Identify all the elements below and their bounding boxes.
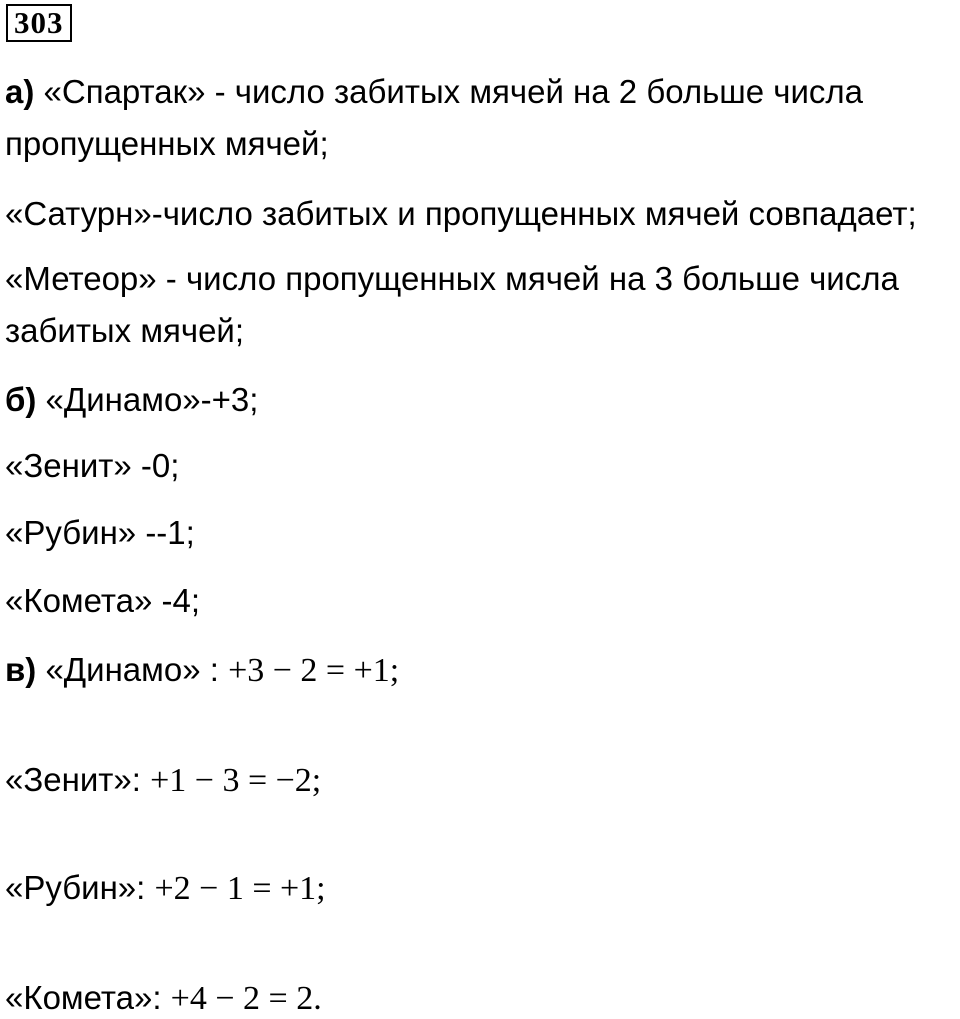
part-b-kometa: «Комета» -4;	[5, 582, 201, 619]
part-a-spartak-line1	[5, 72, 863, 112]
dinamo-label: «Динамо» :	[36, 651, 229, 688]
kometa-label: «Комета»:	[5, 979, 171, 1016]
part-a-saturn: «Сатурн»-число забитых и пропущенных мячей совпадает;	[5, 195, 917, 232]
part-c-rubin	[5, 868, 326, 909]
part-c-marker: в)	[5, 651, 37, 688]
dinamo-text: «Динамо»-+3;	[36, 381, 259, 418]
dinamo-expression: +3 − 2 = +1;	[228, 652, 400, 689]
kometa-expression: +4 − 2 = 2.	[170, 980, 322, 1017]
part-c-zenit	[5, 760, 321, 801]
zenit-label: «Зенит»:	[5, 761, 151, 798]
part-b-marker: б)	[5, 381, 37, 418]
part-a-spartak-line2: пропущенных мячей;	[5, 125, 329, 162]
part-a-meteor-line1: «Метеор» - число пропущенных мячей на 3 больше числа	[5, 260, 899, 297]
zenit-expression: +1 − 3 = −2;	[150, 762, 322, 799]
part-b-dinamo	[5, 380, 258, 420]
part-a-meteor-line2: забитых мячей;	[5, 312, 245, 349]
part-b-rubin: «Рубин» --1;	[5, 514, 195, 551]
rubin-label: «Рубин»:	[5, 869, 155, 906]
rubin-expression: +2 − 1 = +1;	[154, 870, 326, 907]
part-a-marker: а)	[5, 73, 35, 110]
spartak-text: «Спартак» - число забитых мячей на 2 больше числа	[34, 73, 864, 110]
task-number-box: 303	[6, 4, 72, 42]
part-b-zenit: «Зенит» -0;	[5, 447, 180, 484]
part-c-dinamo	[5, 650, 399, 691]
